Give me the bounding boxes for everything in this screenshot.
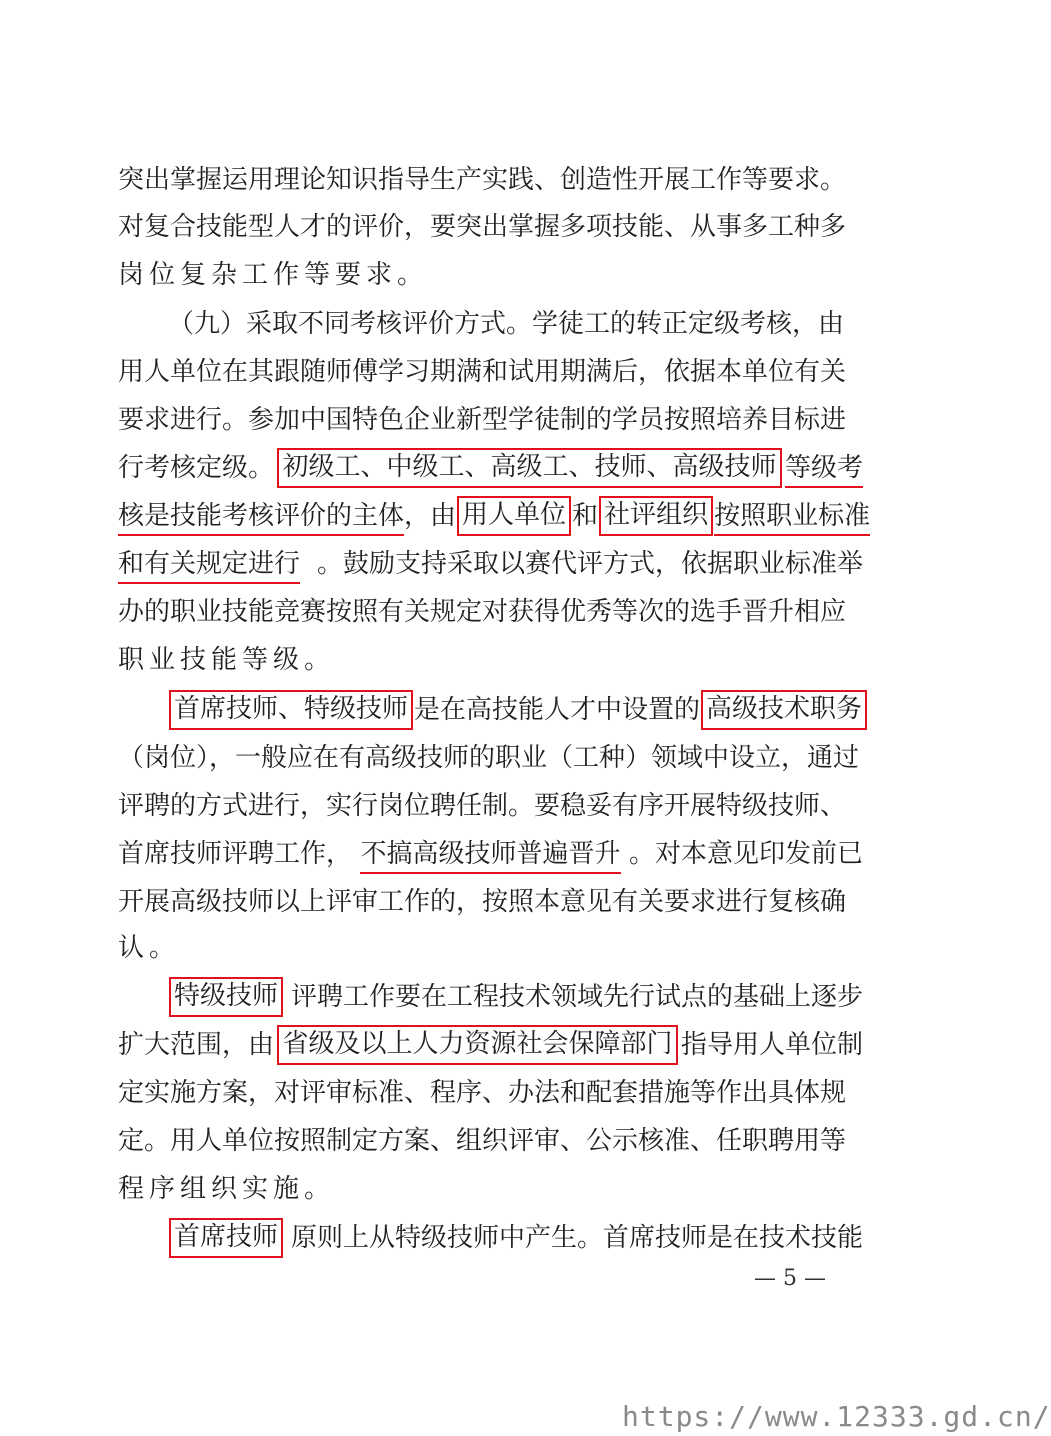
highlight-box: 首席技师、特级技师	[169, 690, 413, 730]
text-line	[118, 640, 863, 680]
highlight-box: 省级及以上人力资源社会保障部门	[277, 1025, 677, 1065]
text-line	[168, 690, 863, 730]
text-segment: 是在高技能人才中设置的	[414, 695, 701, 725]
highlight-box: 社评组织	[599, 496, 713, 536]
text-segment: 用人单位在其跟随师傅学习期满和试用期满后，依据本单位有关	[118, 357, 847, 387]
highlight-box: 用人单位	[457, 496, 571, 536]
text-segment: 定实施方案，对评审标准、程序、办法和配套措施等作出具体规	[118, 1078, 847, 1108]
text-line	[118, 786, 863, 826]
underlined-text: 核是技能考核评价的主体	[118, 496, 404, 536]
text-segment: 行考核定级。	[118, 453, 275, 483]
text-line	[118, 544, 863, 584]
text-segment: 。对本意见印发前已	[628, 839, 863, 869]
text-segment: 首席技师评聘工作，	[118, 839, 353, 869]
text-line	[118, 1025, 863, 1065]
text-line	[168, 977, 863, 1017]
text-line	[118, 882, 863, 922]
underlined-text: 和有关规定进行	[118, 544, 300, 584]
text-segment: （九）采取不同考核评价方式。学徒工的转正定级考核，由	[168, 309, 845, 339]
highlight-box: 高级技术职务	[701, 690, 867, 730]
text-segment: 突出掌握运用理论知识指导生产实践、创造性开展工作等要求。	[118, 165, 847, 195]
text-segment: 对复合技能型人才的评价，要突出掌握多项技能、从事多工种多	[118, 212, 847, 242]
text-segment: 原则上从特级技师中产生。首席技师是在技术技能	[290, 1223, 863, 1253]
text-line	[118, 928, 863, 968]
text-line	[118, 1169, 863, 1209]
text-segment: 办的职业技能竞赛按照有关规定对获得优秀等次的选手晋升相应	[118, 597, 847, 627]
text-segment: 和	[572, 501, 599, 531]
underlined-text: 按照职业标准	[714, 496, 870, 536]
text-segment: ，由	[404, 501, 457, 531]
text-line	[118, 255, 863, 295]
text-line	[118, 592, 863, 632]
text-segment: 指导用人单位制	[680, 1030, 863, 1060]
text-segment: 认。	[118, 933, 181, 963]
highlight-box: 初级工、中级工、高级工、技师、高级技师	[277, 448, 781, 488]
text-segment: 评聘工作要在工程技术领域先行试点的基础上逐步	[290, 982, 863, 1012]
text-segment: 扩大范围，由	[118, 1030, 275, 1060]
text-line	[118, 834, 863, 874]
text-segment: 开展高级技师以上评审工作的，按照本意见有关要求进行复核确	[118, 887, 847, 917]
text-segment: （岗位），一般应在有高级技师的职业（工种）领域中设立，通过	[118, 743, 860, 773]
text-line	[168, 1218, 863, 1258]
text-line	[118, 160, 863, 200]
section-heading-line	[168, 304, 863, 344]
text-segment: 程序组织实施。	[118, 1174, 336, 1204]
text-segment: 职业技能等级。	[118, 645, 336, 675]
underlined-text: 等级考	[785, 448, 863, 488]
text-line	[118, 352, 863, 392]
text-line	[118, 207, 863, 247]
underlined-text: 不搞高级技师普遍晋升	[360, 834, 620, 874]
text-line	[118, 448, 863, 488]
page-number: — 5 —	[754, 1266, 826, 1291]
text-line	[118, 496, 871, 536]
text-line	[118, 738, 863, 778]
watermark-url: https://www.12333.gd.cn/	[622, 1400, 1051, 1433]
highlight-box: 首席技师	[169, 1218, 283, 1258]
text-segment: 定。用人单位按照制定方案、组织评审、公示核准、任职聘用等	[118, 1126, 847, 1156]
text-line	[118, 1121, 863, 1161]
text-segment: 岗位复杂工作等要求。	[118, 260, 429, 290]
text-line	[118, 1073, 863, 1113]
text-segment: 评聘的方式进行，实行岗位聘任制。要稳妥有序开展特级技师、	[118, 791, 847, 821]
text-segment: 要求进行。参加中国特色企业新型学徒制的学员按照培养目标进	[118, 405, 847, 435]
text-line	[118, 400, 863, 440]
text-segment: 。鼓励支持采取以赛代评方式，依据职业标准举	[316, 549, 863, 579]
highlight-box: 特级技师	[169, 977, 283, 1017]
